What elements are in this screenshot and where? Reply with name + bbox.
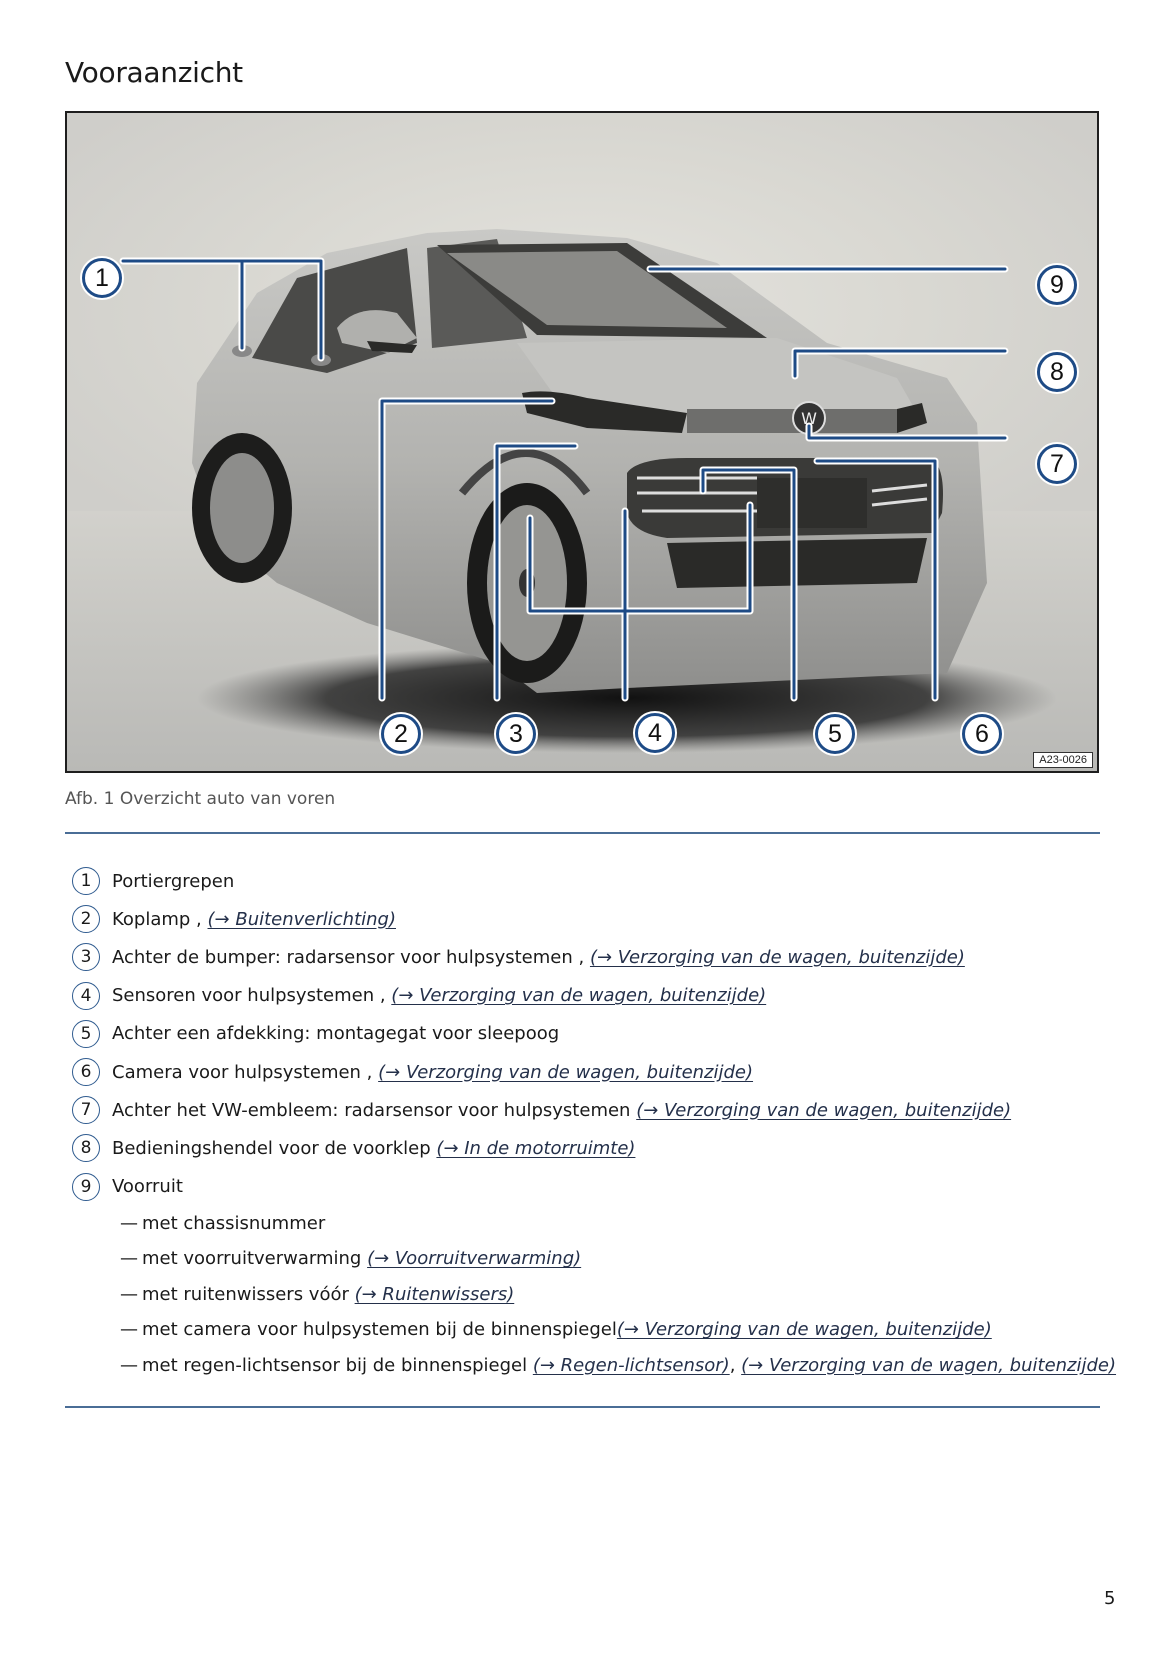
legend-list <box>72 862 1152 1383</box>
car-illustration <box>67 113 1099 773</box>
link-motorruimte[interactable]: (→ In de motorruimte) <box>436 1137 636 1159</box>
sub-item-chassisnummer <box>72 1206 1152 1242</box>
link-regen-lichtsensor[interactable]: (→ Regen-lichtsensor) <box>532 1354 730 1376</box>
item-text: Voorruit <box>112 1176 183 1198</box>
legend-item-7 <box>72 1091 1152 1129</box>
callout-6: 6 <box>962 714 1002 754</box>
sub-item-regen-lichtsensor <box>72 1348 1152 1384</box>
item-number: 6 <box>72 1058 100 1086</box>
item-number: 9 <box>72 1173 100 1201</box>
callout-3: 3 <box>496 714 536 754</box>
item-number: 4 <box>72 982 100 1010</box>
item-text: Achter de bumper: radarsensor voor hulpsystemen , <box>112 946 585 968</box>
legend-item-9 <box>72 1168 1152 1206</box>
callout-8: 8 <box>1037 352 1077 392</box>
link-verzorging-buitenzijde[interactable]: (→ Verzorging van de wagen, buitenzijde) <box>391 985 767 1007</box>
sub-item-ruitenwissers <box>72 1277 1152 1313</box>
sub-item-text: met camera voor hulpsystemen bij de binnenspiegel <box>142 1319 617 1341</box>
callout-9: 9 <box>1037 265 1077 305</box>
legend-item-3 <box>72 938 1152 976</box>
item-number: 1 <box>72 867 100 895</box>
sub-item-text: met chassisnummer <box>142 1212 326 1234</box>
sub-item-text: met regen-lichtsensor bij de binnenspiegel <box>142 1354 528 1376</box>
dash-bullet: — <box>120 1283 138 1305</box>
item-number: 2 <box>72 905 100 933</box>
link-ruitenwissers[interactable]: (→ Ruitenwissers) <box>354 1283 515 1305</box>
item-text: Sensoren voor hulpsystemen , <box>112 985 386 1007</box>
car-front-figure <box>65 111 1099 773</box>
link-voorruitverwarming[interactable]: (→ Voorruitverwarming) <box>367 1248 582 1270</box>
legend-item-2 <box>72 900 1152 938</box>
sub-item-camera <box>72 1312 1152 1348</box>
item-number: 7 <box>72 1096 100 1124</box>
sub-item-text: met ruitenwissers vóór <box>142 1283 349 1305</box>
dash-bullet: — <box>120 1212 138 1234</box>
item-number: 8 <box>72 1134 100 1162</box>
link-verzorging-buitenzijde[interactable]: (→ Verzorging van de wagen, buitenzijde) <box>589 946 965 968</box>
item-text: Portiergrepen <box>112 870 235 892</box>
svg-text:W: W <box>801 409 817 428</box>
divider-bottom <box>65 1406 1100 1408</box>
sub-item-voorruitverwarming <box>72 1241 1152 1277</box>
item-text: Achter een afdekking: montagegat voor sleepoog <box>112 1023 560 1045</box>
legend-item-6 <box>72 1053 1152 1091</box>
item-text: Bedieningshendel voor de voorklep <box>112 1137 431 1159</box>
dash-bullet: — <box>120 1248 138 1270</box>
sub-item-text: met voorruitverwarming <box>142 1248 362 1270</box>
link-buitenverlichting[interactable]: (→ Buitenverlichting) <box>207 908 396 930</box>
link-separator: , <box>729 1354 742 1376</box>
figure-caption: Afb. 1 Overzicht auto van voren <box>65 789 336 809</box>
callout-5: 5 <box>815 714 855 754</box>
dash-bullet: — <box>120 1354 138 1376</box>
link-verzorging-buitenzijde[interactable]: (→ Verzorging van de wagen, buitenzijde) <box>636 1099 1012 1121</box>
link-verzorging-buitenzijde[interactable]: (→ Verzorging van de wagen, buitenzijde) <box>378 1061 754 1083</box>
legend-item-5 <box>72 1015 1152 1053</box>
callout-4: 4 <box>635 713 675 753</box>
link-verzorging-buitenzijde[interactable]: (→ Verzorging van de wagen, buitenzijde) <box>616 1319 992 1341</box>
dash-bullet: — <box>120 1319 138 1341</box>
page-title: Vooraanzicht <box>65 56 243 89</box>
divider-top <box>65 832 1100 834</box>
item-text: Achter het VW-embleem: radarsensor voor hulpsystemen <box>112 1099 631 1121</box>
legend-item-4 <box>72 977 1152 1015</box>
callout-7: 7 <box>1037 444 1077 484</box>
item-text: Camera voor hulpsystemen , <box>112 1061 373 1083</box>
item-number: 5 <box>72 1020 100 1048</box>
page-number: 5 <box>1104 1588 1116 1609</box>
legend-item-8 <box>72 1129 1152 1167</box>
legend-item-1 <box>72 862 1152 900</box>
item-number: 3 <box>72 943 100 971</box>
link-verzorging-buitenzijde[interactable]: (→ Verzorging van de wagen, buitenzijde) <box>741 1354 1117 1376</box>
item-text: Koplamp , <box>112 908 202 930</box>
callout-1: 1 <box>82 258 122 298</box>
callout-2: 2 <box>381 714 421 754</box>
figure-id-label: A23-0026 <box>1033 752 1093 768</box>
